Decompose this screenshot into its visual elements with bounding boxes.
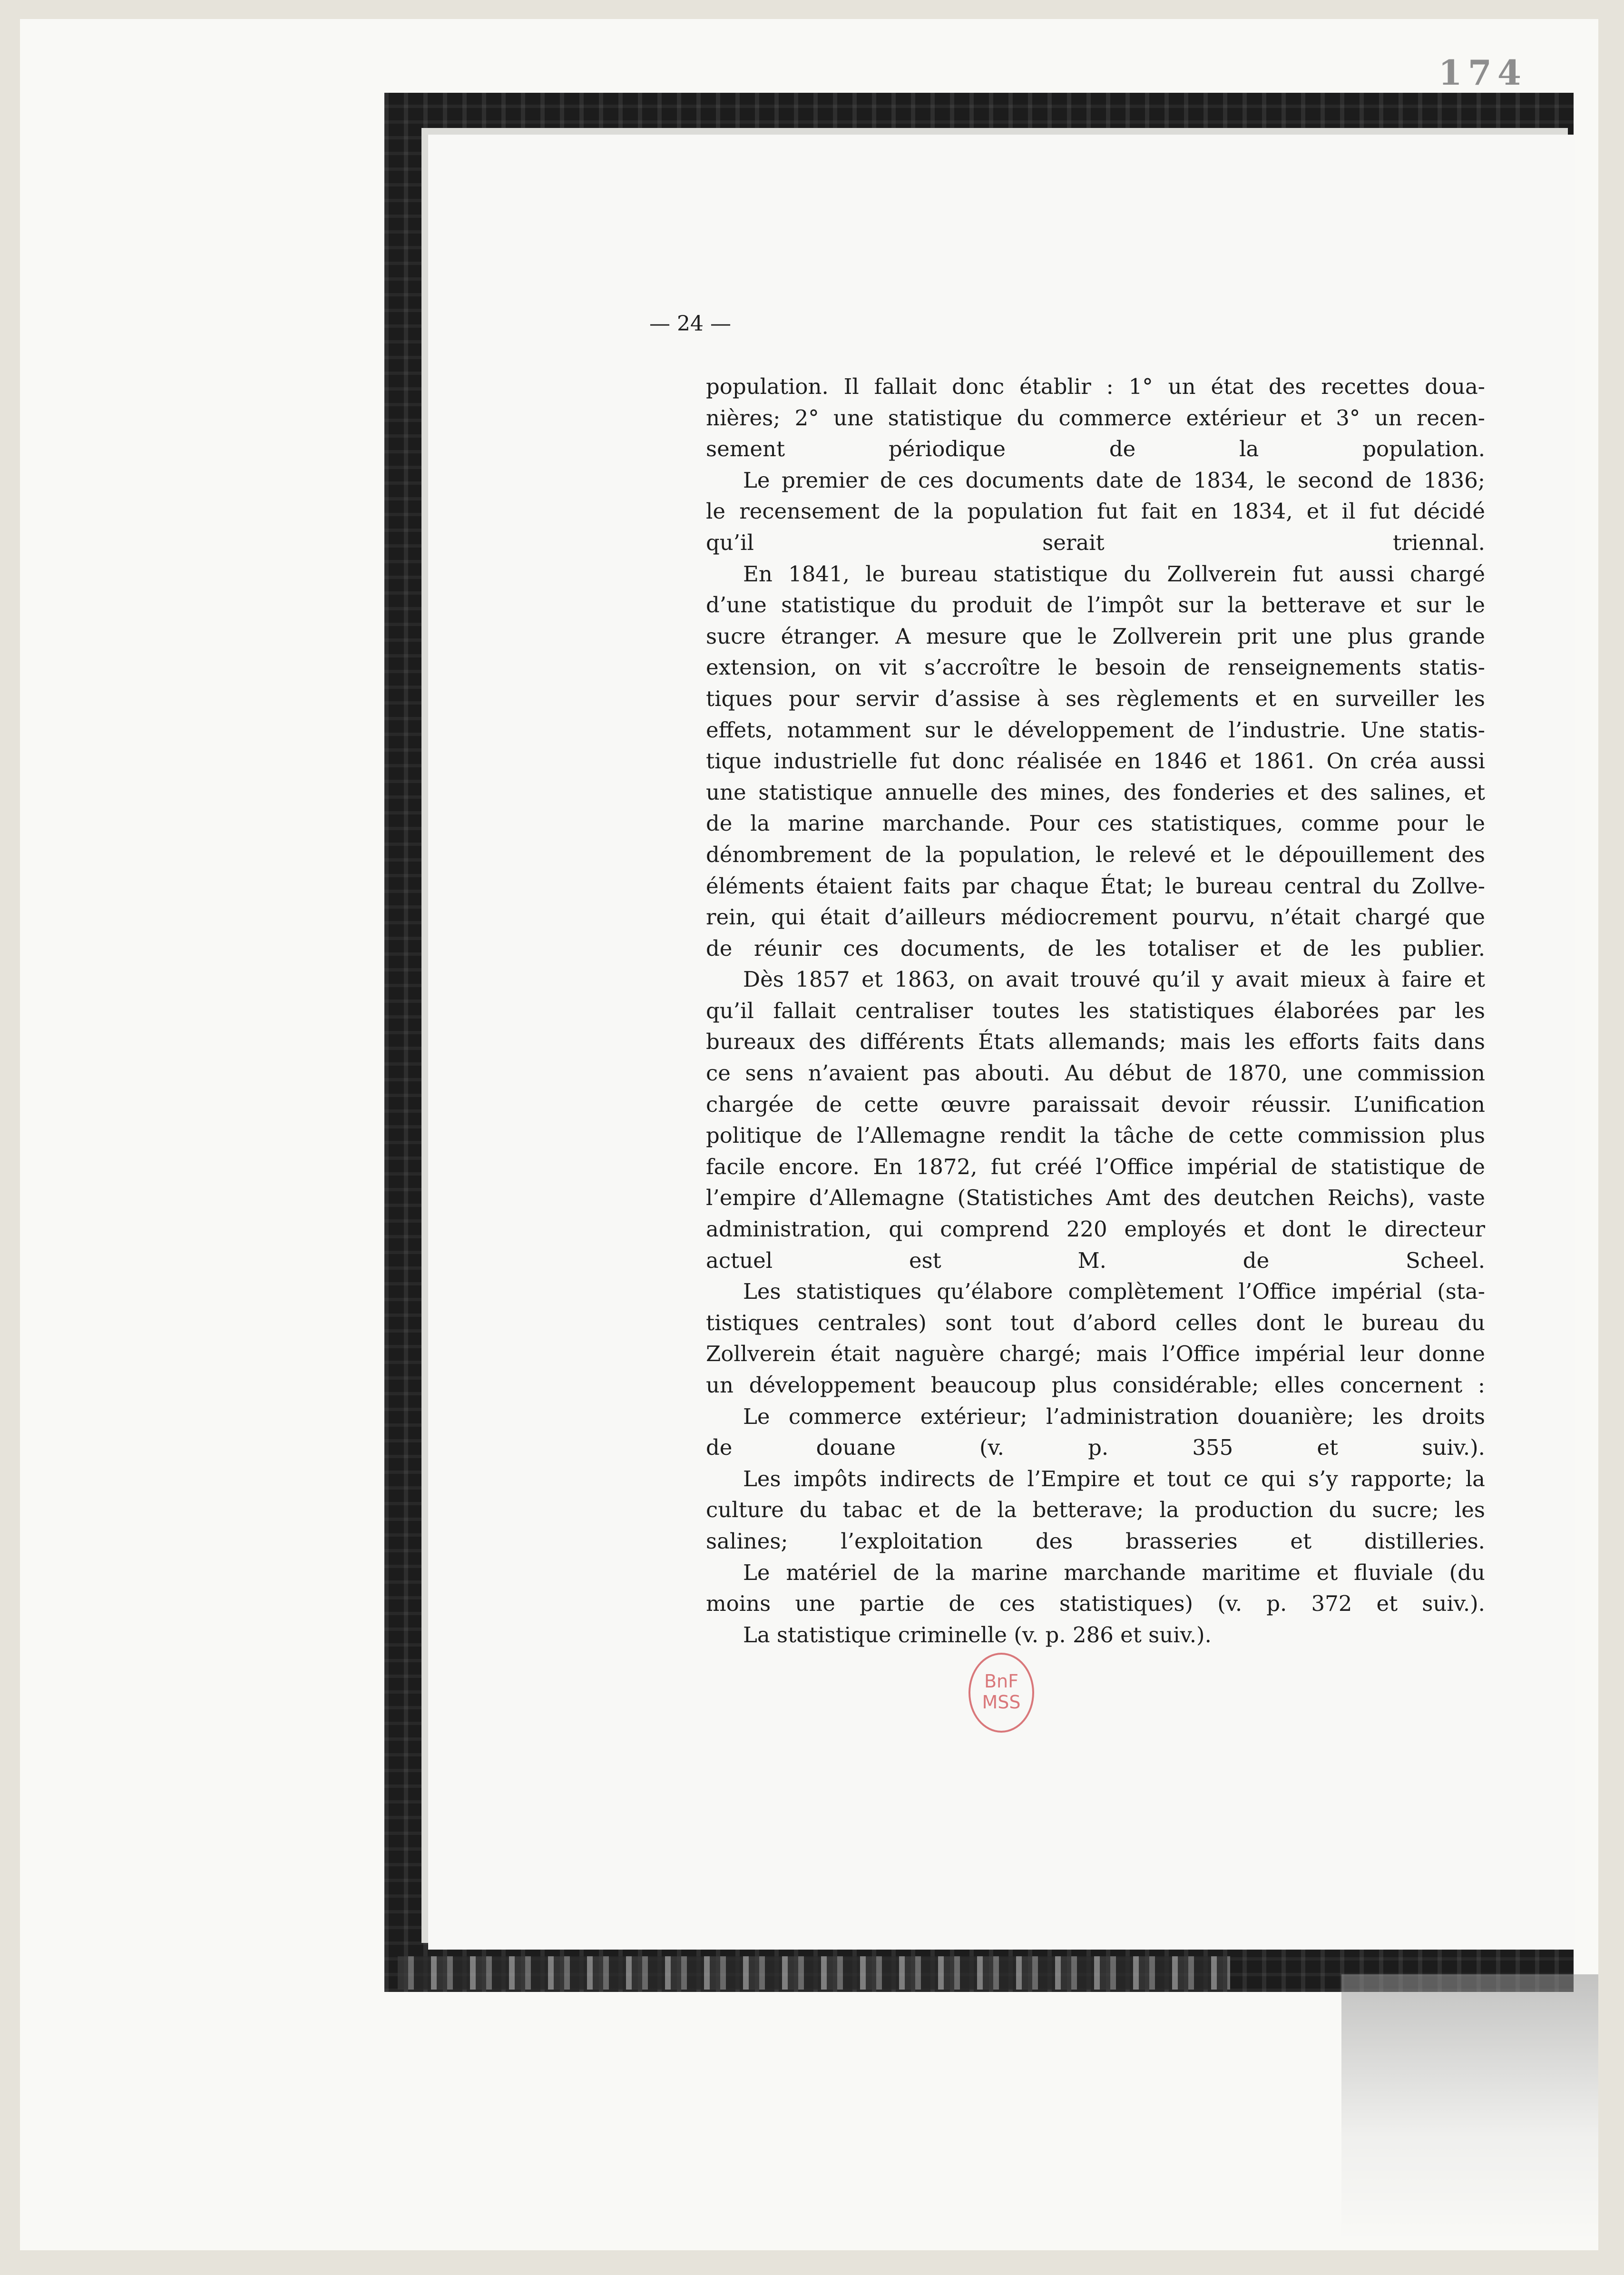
text-line: le recensement de la population fut fait en 1834, et il fut décidé	[706, 499, 1485, 524]
text-line: tique industrielle fut donc réalisée en 1846 et 1861. On créa aussi	[706, 748, 1485, 774]
text-line: moins une partie de ces statistiques) (v. p. 372 et suiv.).	[706, 1591, 1485, 1617]
paragraph-3	[706, 559, 1485, 964]
folio-number: 174	[1438, 52, 1527, 93]
text-line: administration, qui comprend 220 employés et dont le directeur	[706, 1216, 1485, 1242]
stamp-line: BnF	[984, 1671, 1018, 1692]
text-line: tistiques centrales) sont tout d’abord celles dont le bureau du	[706, 1310, 1485, 1335]
text-line: effets, notamment sur le développement de l’industrie. Une statis-	[706, 717, 1485, 743]
text-line: Le matériel de la marine marchande maritime et fluviale (du	[743, 1559, 1485, 1585]
paragraph-1	[706, 371, 1485, 465]
text-line: d’une statistique du produit de l’impôt sur la betterave et sur le	[706, 592, 1485, 618]
page-number: — 24 —	[649, 312, 731, 336]
text-line: En 1841, le bureau statistique du Zollverein fut aussi chargé	[743, 561, 1485, 587]
text-line: Le commerce extérieur; l’administration douanière; les droits	[743, 1403, 1485, 1429]
paragraph-5	[706, 1276, 1485, 1401]
text-line: culture du tabac et de la betterave; la production du sucre; les	[706, 1497, 1485, 1523]
paragraph-8	[706, 1557, 1485, 1619]
photo-shadow	[1341, 1974, 1598, 2241]
text-line: bureaux des différents États allemands; mais les efforts faits dans	[706, 1029, 1485, 1055]
text-line: éléments étaient faits par chaque État; le bureau central du Zollve-	[706, 873, 1485, 899]
text-line: actuel est M. de Scheel.	[706, 1247, 1485, 1273]
frame-smudge	[398, 1956, 1230, 1990]
text-line: population. Il fallait donc établir : 1° un état des recettes doua-	[706, 374, 1485, 399]
text-line: l’empire d’Allemagne (Statistiches Amt des deutchen Reichs), vaste	[706, 1185, 1485, 1211]
paragraph-2	[706, 465, 1485, 559]
text-line: chargée de cette œuvre paraissait devoir réussir. L’unification	[706, 1091, 1485, 1117]
paragraph-4	[706, 964, 1485, 1276]
text-line: un développement beaucoup plus considérable; elles concernent :	[706, 1373, 1485, 1398]
text-line: Le premier de ces documents date de 1834, le second de 1836;	[743, 467, 1485, 493]
text-line: tiques pour servir d’assise à ses règlements et en surveiller les	[706, 686, 1485, 711]
text-line: rein, qui était d’ailleurs médiocrement pourvu, n’était chargé que	[706, 904, 1485, 930]
text-line: de douane (v. p. 355 et suiv.).	[706, 1435, 1485, 1461]
paragraph-6	[706, 1401, 1485, 1463]
library-stamp	[969, 1653, 1034, 1733]
text-line: politique de l’Allemagne rendit la tâche de cette commission plus	[706, 1123, 1485, 1148]
text-line: sucre étranger. A mesure que le Zollverein prit une plus grande	[706, 623, 1485, 649]
body-text	[706, 371, 1485, 1650]
text-line: Les impôts indirects de l’Empire et tout ce qui s’y rapporte; la	[743, 1466, 1485, 1491]
text-line: Dès 1857 et 1863, on avait trouvé qu’il y avait mieux à faire et	[743, 967, 1485, 992]
stamp-line: MSS	[982, 1692, 1021, 1713]
text-line: Les statistiques qu’élabore complètement l’Office impérial (sta-	[743, 1279, 1485, 1304]
text-line: qu’il serait triennal.	[706, 530, 1485, 555]
text-line: Zollverein était naguère chargé; mais l’Office impérial leur donne	[706, 1341, 1485, 1367]
text-line: qu’il fallait centraliser toutes les statistiques élaborées par les	[706, 998, 1485, 1023]
text-line: de la marine marchande. Pour ces statistiques, comme pour le	[706, 811, 1485, 836]
text-line: salines; l’exploitation des brasseries et distilleries.	[706, 1528, 1485, 1554]
text-line: ce sens n’avaient pas abouti. Au début de 1870, une commission	[706, 1060, 1485, 1086]
text-line: de réunir ces documents, de les totaliser et de les publier.	[706, 935, 1485, 961]
paragraph-9	[706, 1619, 1485, 1651]
text-line: extension, on vit s’accroître le besoin de renseignements statis-	[706, 655, 1485, 680]
text-line: sement périodique de la population.	[706, 436, 1485, 462]
text-line: La statistique criminelle (v. p. 286 et suiv.).	[743, 1622, 1212, 1647]
paragraph-7	[706, 1463, 1485, 1557]
text-line: facile encore. En 1872, fut créé l’Office impérial de statistique de	[706, 1154, 1485, 1179]
text-line: dénombrement de la population, le relevé et le dépouillement des	[706, 842, 1485, 867]
text-line: nières; 2° une statistique du commerce extérieur et 3° un recen-	[706, 405, 1485, 431]
text-line: une statistique annuelle des mines, des fonderies et des salines, et	[706, 779, 1485, 805]
